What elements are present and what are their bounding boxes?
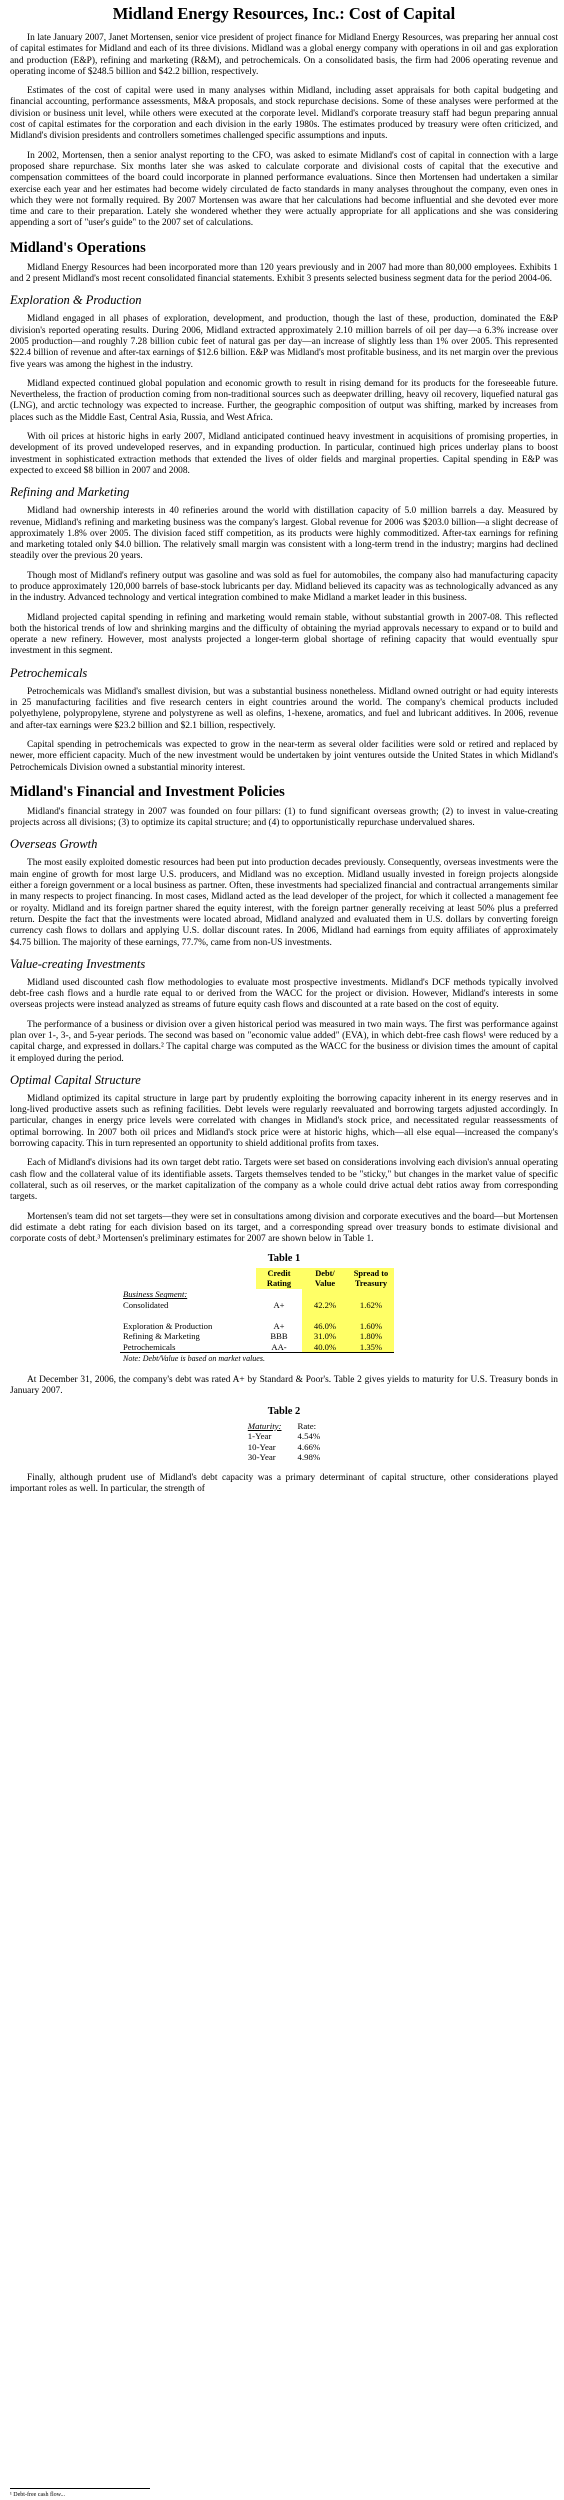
- final-paragraph: Finally, although prudent use of Midland's debt capacity was a primary determinant of capital structure, other considerations played important roles as well. In particular, the strength of: [10, 1472, 558, 1494]
- table1-col-debt: Debt/ Value: [302, 1268, 348, 1289]
- table1-rating: BBB: [270, 1331, 288, 1342]
- intro-paragraph-3: In 2002, Mortensen, then a senior analyst reporting to the CFO, was asked to esimate Midland's cost of capital in connection with a large proposed share repurchase. Six months later she was asked to calculate corporate and divisional costs of capital that the executive and compensation committees of the board could incorporate in planned performance evaluations. Since then Mortensen had undertaken a similar exercise each year and her estimates had become widely circulated de facto standards in many analyses throughout the company, even ones in which they were not formally required. By 2007 Mortensen was aware that her calculations had become influential and she devoted ever more time and care to their preparation. Lately she wondered whether they were actually appropriate for all applications and she was considering appending a sort of "user's guide" to the 2007 set of calculations.: [10, 150, 558, 229]
- footnote-divider: [10, 2488, 150, 2489]
- intro-paragraph-2: Estimates of the cost of capital were used in many analyses within Midland, including asset appraisals for both capital budgeting and financial accounting, performance assessments, M&A proposals, and stock repurchase decisions. Some of these analyses were performed at the division or business unit level, while others were executed at the corporate level. Midland's corporate treasury staff had begun preparing annual cost of capital estimates for the corporation and each division in the early 1980s. The estimates produced by treasury were often criticized, and Midland's division presidents and controllers sometimes challenged specific assumptions and inputs.: [10, 86, 558, 142]
- table1-spread: 1.60%: [348, 1321, 394, 1332]
- after-table1-paragraph: At December 31, 2006, the company's debt was rated A+ by Standard & Poor's. Table 2 gives yields to maturity for U.S. Treasury bonds in January 2007.: [10, 1374, 558, 1397]
- table-row: [120, 1331, 394, 1342]
- table2-col-maturity: Maturity:: [247, 1420, 282, 1431]
- table-row: [120, 1321, 394, 1332]
- document-page: [10, 4, 558, 1503]
- subsection-heading-value-creating: Value-creating Investments: [10, 956, 146, 971]
- table2-rate: 4.98%: [297, 1452, 321, 1463]
- pc-paragraph-1: Petrochemicals was Midland's smallest division, but was a substantial business nonetheless. Midland owned outright or had equity interests in 25 manufacturing facilities and five research centers in eight countries around the world. The company's chemical products included polyethylene, polypropylene, styrene and polystyrene as well as olefins, 1-hexene, aromatics, and fuel and lubricant additives. In 2006, revenue and after-tax earnings were $23.2 billion and $2.1 billion, respectively.: [10, 686, 558, 731]
- table-row: [240, 1452, 328, 1463]
- table1-rating: A+: [273, 1299, 285, 1310]
- table1-row-label: Exploration & Production: [123, 1320, 213, 1331]
- table1-caption: Table 1: [267, 1253, 301, 1265]
- og-paragraph: The most easily exploited domestic resources had been put into production decades previously. Consequently, overseas investments were the main engine of growth for most large U.S. producers, and Midland was no exception. Midland usually invested in foreign projects alongside either a foreign government or a local business as partner. Often, these investments had specialized financial and contractual arrangements similar in many respects to project financing. In most cases, Midland acted as the lead developer of the project, for which it collected a management fee or royalty. Midland and its foreign partner shared the equity interest, with the foreign partner generally receiving at least 50% plus a preferred return. Despite the fact that the investments were located abroad, Midland analyzed and evaluated them in U.S. dollars by converting foreign currency cash flows to dollars and applying U.S. dollar discount rates. In 2006, Midland had earnings from equity affiliates of approximately $4.75 billion. The majority of these earnings, 77.7%, came from non-US investments.: [10, 858, 558, 948]
- table1: [120, 1268, 394, 1365]
- table1-spread: 1.80%: [348, 1331, 394, 1342]
- section-heading-policies: Midland's Financial and Investment Policies: [10, 783, 285, 800]
- table1-debt: 40.0%: [302, 1342, 348, 1353]
- operations-paragraph: Midland Energy Resources had been incorporated more than 120 years previously and in 2007 had more than 80,000 employees. Exhibits 1 and 2 present Midland's most recent consolidated financial statements. Exhibit 3 presents selected business segment data for the period 2004-06.: [10, 262, 558, 285]
- table2-maturity: 30-Year: [247, 1452, 276, 1463]
- table1-spread: 1.62%: [348, 1300, 394, 1311]
- table-row: [240, 1442, 328, 1453]
- table2-rate: 4.54%: [297, 1431, 321, 1442]
- table1-row-label: Refining & Marketing: [123, 1331, 200, 1342]
- table2: [240, 1421, 328, 1463]
- subsection-heading-rm: Refining and Marketing: [10, 485, 130, 500]
- table1-note: Note: Debt/Value is based on market values.: [120, 1353, 394, 1365]
- table2-rate: 4.66%: [297, 1441, 321, 1452]
- table1-rating: AA-: [271, 1341, 287, 1352]
- table1-segment-header-row: [120, 1289, 394, 1300]
- intro-paragraph-1: In late January 2007, Janet Mortensen, senior vice president of project finance for Midland Energy Resources, was preparing her annual cost of capital estimates for Midland and each of its three divisions. Midland was a global energy company with operations in oil and gas exploration and production (E&P), refining and marketing (R&M), and petrochemicals. On a consolidated basis, the firm had 2006 operating revenue and operating income of $248.5 billion and $42.2 billion, respectively.: [10, 33, 558, 77]
- table1-rating: A+: [273, 1320, 285, 1331]
- ep-paragraph-1: Midland engaged in all phases of exploration, development, and production, though the last of these, production, dominated the E&P division's reported operating results. During 2006, Midland extracted approximately 2.10 million barrels of oil per day—a 6.3% increase over 2005 production—and roughly 7.28 billion cubic feet of natural gas per day—an increase of slightly less than 1% over 2005. This represented $22.4 billion of revenue and after-tax earnings of $12.6 billion. E&P was Midland's most profitable business, and its net margin over the previous five years was among the highest in the industry.: [10, 314, 558, 370]
- ep-paragraph-3: With oil prices at historic highs in early 2007, Midland anticipated continued heavy investment in acquisitions of promising properties, in development of its proved undeveloped reserves, and in expanding production. In particular, continued high prices underlay plans to boost investment in sophisticated extraction methods that extended the lives of older fields and marginal properties. Capital spending in E&P was expected to exceed $8 billion in 2007 and 2008.: [10, 432, 558, 476]
- table1-spread: 1.35%: [348, 1342, 394, 1353]
- policies-paragraph: Midland's financial strategy in 2007 was founded on four pillars: (1) to fund significant overseas growth; (2) to invest in value-creating projects across all divisions; (3) to optimize its capital structure; and (4) to opportunistically repurchase undervalued shares.: [10, 806, 558, 829]
- table2-maturity: 1-Year: [247, 1431, 272, 1442]
- table1-debt: 42.2%: [302, 1300, 348, 1311]
- rm-paragraph-1: Midland had ownership interests in 40 refineries around the world with distillation capacity of 5.0 million barrels a day. Measured by revenue, Midland's refining and marketing business was the company's largest. Global revenue for 2006 was $203.0 billion—a slight decrease of approximately 1.8% over 2005. The division faced stiff competition, as its products were highly commoditized. After-tax earnings for refining and marketing totaled only $4.0 billion. The relatively small margin was consistent with a long-term trend in the industry; margins had declined steadily over the previous 20 years.: [10, 506, 558, 562]
- table2-caption: Table 2: [267, 1405, 301, 1417]
- table1-debt: 46.0%: [302, 1321, 348, 1332]
- table1-col-credit: Credit Rating: [256, 1268, 302, 1289]
- table-row: [120, 1342, 394, 1353]
- ep-paragraph-2: Midland expected continued global population and economic growth to result in rising demand for its products for the foreseeable future. Nevertheless, the fraction of production coming from non-traditional sources such as deepwater drilling, heavy oil recovery, liquefied natural gas (LNG), and arctic technology was expected to increase. Further, the geographic composition of output was shifting, marked by increases from places such as the Middle East, Central Asia, Russia, and West Africa.: [10, 378, 558, 423]
- pc-paragraph-2: Capital spending in petrochemicals was expected to grow in the near-term as several older facilities were sold or retired and replaced by newer, more efficient capacity. Much of the new investment would be undertaken by joint ventures outside the United States in which Midland's Petrochemicals Division owned a substantial minority interest.: [10, 739, 558, 773]
- subsection-heading-capital-structure: Optimal Capital Structure: [10, 1072, 141, 1087]
- ocs-paragraph-3: Mortensen's team did not set targets—they were set in consultations among division and corporate executives and the board—but Mortensen did estimate a debt rating for each division based on its target, and a corresponding spread over treasury bonds to estimate divisional and corporate costs of debt.³ Mortensen's preliminary estimates for 2007 are shown below in Table 1.: [10, 1211, 558, 1245]
- table-row: [240, 1431, 328, 1442]
- subsection-heading-petrochemicals: Petrochemicals: [10, 665, 88, 680]
- rm-paragraph-3: Midland projected capital spending in refining and marketing would remain stable, without substantial growth in 2007-08. This reflected both the historical trends of low and shrinking margins and the difficulty of obtaining the myriad approvals necessary to expand or to build and operate a new refinery. However, most analysts projected a longer-term global shortage of refining capacity that would eventually spur investment in this segment.: [10, 612, 558, 657]
- vc-paragraph-1: Midland used discounted cash flow methodologies to evaluate most prospective investments. Midland's DCF methods typically involved debt-free cash flows and a hurdle rate equal to or derived from the WACC for the project or division. However, Midland's interests in some overseas projects were instead analyzed as streams of future equity cash flows and discounted at a rate based on the cost of equity.: [10, 977, 558, 1011]
- table1-row-label: Consolidated: [123, 1299, 169, 1310]
- table1-header-row: [120, 1268, 394, 1289]
- table-row: [120, 1300, 394, 1311]
- document-title: Midland Energy Resources, Inc.: Cost of Capital: [112, 4, 456, 23]
- section-heading-operations: Midland's Operations: [10, 239, 146, 256]
- rm-paragraph-2: Though most of Midland's refinery output was gasoline and was sold as fuel for automobiles, the company also had manufacturing capacity to produce approximately 120,000 barrels of base-stock lubricants per day. Midland believed its capacity was as technologically advanced as any in the industry. Advanced technology and vertical integration combined to make Midland a market leader in this business.: [10, 570, 558, 604]
- table1-col-spread: Spread to Treasury: [348, 1268, 394, 1289]
- ocs-paragraph-1: Midland optimized its capital structure in large part by prudently exploiting the borrowing capacity inherent in its energy reserves and in long-lived productive assets such as refining facilities. Debt levels were regularly reevaluated and borrowing targets adjusted accordingly. In particular, changes in energy price levels were correlated with changes in Midland's stock price, and necessitated regular reassessments of optimal borrowing. In 2007 both oil prices and Midland's stock price were at historic highs, which—all else equal—increased the company's borrowing capacity. This in turn represented an opportunity to shield additional profits from taxes.: [10, 1093, 558, 1150]
- subsection-heading-ep: Exploration & Production: [10, 293, 142, 308]
- table2-col-rate: Rate:: [297, 1420, 317, 1431]
- table2-maturity: 10-Year: [247, 1441, 276, 1452]
- ocs-paragraph-2: Each of Midland's divisions had its own target debt ratio. Targets were set based on considerations involving each division's annual operating cash flow and the collateral value of its identifiable assets. Targets themselves tended to be "sticky," but changes in the market value of specific collateral, such as oil reserves, or the market capitalization of the company as a whole could drive actual debt ratios away from corresponding targets.: [10, 1158, 558, 1203]
- table1-row-label: Petrochemicals: [123, 1341, 176, 1352]
- table1-debt: 31.0%: [302, 1331, 348, 1342]
- vc-paragraph-2: The performance of a business or division over a given historical period was measured in two main ways. The first was performance against plan over 1-, 3-, and 5-year periods. The second was based on "economic value added" (EVA), in which debt-free cash flows¹ were reduced by a capital charge, and expressed in dollars.² The capital charge was computed as the WACC for the business or division times the amount of capital it employed during the period.: [10, 1019, 558, 1064]
- subsection-heading-overseas-growth: Overseas Growth: [10, 837, 98, 852]
- footnote: ¹ Debt-free cash flow...: [10, 2492, 66, 2498]
- table1-segment-header: Business Segment:: [123, 1289, 188, 1300]
